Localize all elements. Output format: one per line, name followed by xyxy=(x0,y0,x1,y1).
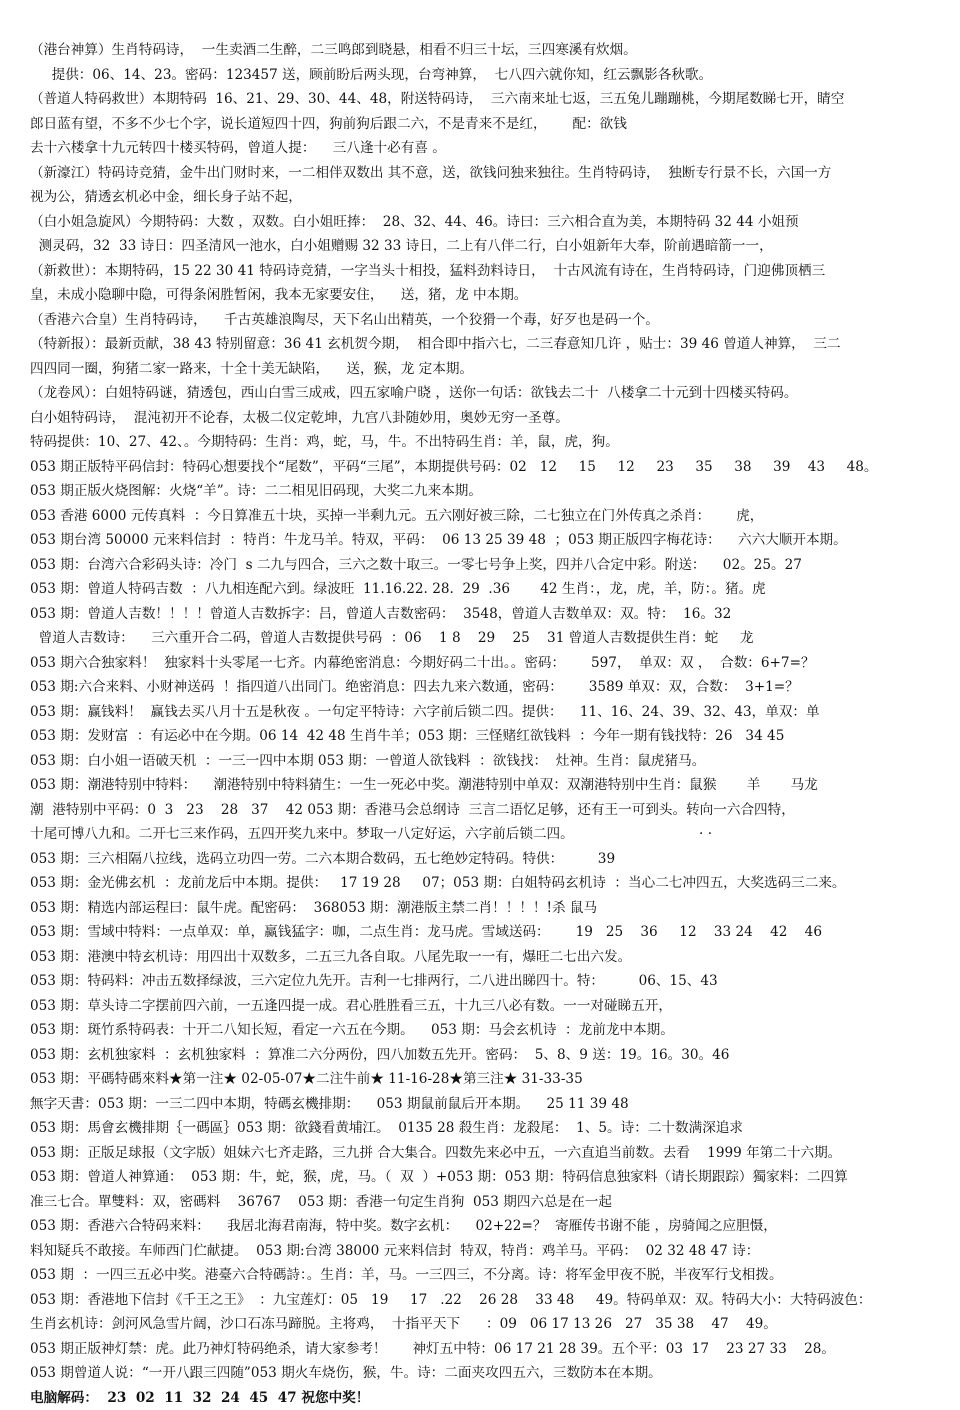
text-line: 郎日蓝有望，不多不少七个字，说长道短四十四，狗前狗后跟二六，不是青来不是红， 配：欲钱 xyxy=(30,112,942,137)
text-line: 053 期正版神灯禁：虎。此乃神灯特码绝杀，请大家参考！ 神灯五中特：06 17 21 28 39。五个平：03 17 23 27 33 28。 xyxy=(30,1337,942,1362)
text-line: （港台神算）生肖特码诗， 一生卖酒二生醉，二三鸣郎到晓悬，相看不归三十坛，三四寒溪有炊烟。 xyxy=(30,38,942,63)
text-line: 053 期：雪域中特料：一点单双：单，赢钱猛字：咖，二点生肖：龙马虎。雪域送码： 19 25 36 12 33 24 42 46 xyxy=(30,920,942,945)
text-line: 053 期正版火烧图解：火烧“羊”。诗：二二相见旧码现，大奖二九来本期。 xyxy=(30,479,942,504)
text-line: 053 期：玄机独家料 ：玄机独家料 ：算准二六分两份，四八加数五先开。密码： 5、8、9 送：19。16。30。46 xyxy=(30,1043,942,1068)
text-line: 053 期：金光佛玄机 ：龙前龙后中本期。提供： 17 19 28 07；053 期：白姐特码玄机诗 ：当心二七冲四五，大奖选码三二来。 xyxy=(30,871,942,896)
text-line: 去十六楼拿十九元转四十楼买特码，曾道人提： 三八逢十必有喜 。 xyxy=(30,136,942,161)
text-line: 053 期：斑竹系特码表：十开二八知长短，看定一六五在今期。 053 期：马会玄机诗 ：龙前龙中本期。 xyxy=(30,1018,942,1043)
text-line: 053 期：港澳中特玄机诗：用四出十双数多，二五三九各自取。八尾先取一一有，爆旺二七出六发。 xyxy=(30,945,942,970)
text-line: （白小姐急旋风）今期特码：大数 ，双数。白小姐旺捧： 28、32、44、46。诗曰：三六相合直为美，本期特码 32 44 小姐预 xyxy=(30,210,942,235)
text-line: 视为公，猜透玄机必中金，细长身子站不起， xyxy=(30,185,942,210)
text-line: 四四同一圈，狗猪二家一路来，十全十美无缺陷， 送，猴，龙 定本期。 xyxy=(30,357,942,382)
text-line: 053 期：香港六合特码来料： 我居北海君南海，特中奖。数字玄机： 02+22=？ 寄雁传书谢不能 ，房骑闻之应胆慑， xyxy=(30,1214,942,1239)
text-line: 053 期曾道人说：“一开八跟三四随”053 期火车烧伤，猴，牛。诗：二面夹攻四五六，三数防本在本期。 xyxy=(30,1361,942,1386)
text-line: 053 香港 6000 元传真料 ：今日算准五十块，买掉一半剩九元。五六刚好被三除，二七独立在门外传真之杀肖： 虎， xyxy=(30,504,942,529)
text-line: 053 期：台湾六合彩码头诗：冷门 s 二九与四合，三六之数十取三。一零七号争上奖，四并八合定中彩。附送： 02。25。27 xyxy=(30,553,942,578)
text-line: 测灵码，32 33 诗日：四圣清风一池水，白小姐赠赐 32 33 诗日，二上有八伴二行，白小姐新年大奉，阶前遇暗箭一一， xyxy=(30,234,942,259)
text-line: 053 期：三六相隔八拉线，选码立功四一劳。二六本期合数码，五七绝妙定特码。特供： 39 xyxy=(30,847,942,872)
text-line: 053 期：草头诗二字摆前四六前，一五逢四提一成。君心胜胜看三五，十九三八必有数。一一对碰睇五开， xyxy=(30,994,942,1019)
text-line: （新救世）：本期特码，15 22 30 41 特码诗竞猜，一字当头十相投，猛料劲料诗日， 十古风流有诗在，生肖特码诗，门迎佛顶栖三 xyxy=(30,259,942,284)
text-line: 053 期:六合来料、小财神送码 ！指四道八出同门。绝密消息：四去九来六数通，密码： 3589 单双：双，合数： 3+1=？ xyxy=(30,675,942,700)
text-line: 053 期：曾道人特码吉数 ：八九相连配六到。绿波旺 11.16.22. 28. 29 .36 42 生肖：，龙，虎，羊，防：。猪。虎 xyxy=(30,577,942,602)
text-line: 053 期 ：一四三五必中奖。港臺六合特碼詩：。生肖：羊，马。一三四三，不分离。诗：将军金甲夜不脱，半夜军行戈相拨。 xyxy=(30,1263,942,1288)
text-line: 053 期：正版足球报（文字版）姐妹六七齐走路，三九拼 合大集合。四数先来必中五，一六直追当前数。去看 1999 年第二十六期。 xyxy=(30,1141,942,1166)
text-line: 053 期正版特平码信封：特码心想要找个“尾数”，平码“三尾”，本期提供号码：02 12 15 12 23 35 38 39 43 48。 xyxy=(30,455,942,480)
text-line: 曾道人吉数诗： 三六重开合二码，曾道人吉数提供号码 ：06 1 8 29 25 31 曾道人吉数提供生肖：蛇 龙 xyxy=(30,626,942,651)
text-line: 053 期：发财富 ：有运必中在今期。06 14 42 48 生肖牛羊；053 期：三怪赌红欲钱料 ：今年一期有钱找特：26 34 45 xyxy=(30,724,942,749)
text-line: 053 期：白小姐一语破天机 ：一三一四中本期 053 期：一曾道人欲钱料 ：欲钱找： 灶神。生肖：鼠虎猪马。 xyxy=(30,749,942,774)
text-line: 053 期：馬會玄機排期｛一碼區｝053 期：欲錢看黄埔江。 0135 28 殺生肖：龙殺尾： 1、5。诗：二十数满深追求 xyxy=(30,1116,942,1141)
text-line: 潮 港特别中平码：0 3 23 28 37 42 053 期：香港马会总纲诗 三言二语忆足够，还有王一可到头。转向一六合四特， xyxy=(30,798,942,823)
text-line: 白小姐特码诗， 混沌初开不论春，太极二仪定乾坤，九宫八卦随妙用，奥妙无穷一圣尊。 xyxy=(30,406,942,431)
text-line: 053 期：曾道人吉数！！！！曾道人吉数拆字：吕，曾道人吉数密码： 3548，曾道人吉数单双：双。特： 16。32 xyxy=(30,602,942,627)
text-line: 053 期：赢钱料！ 赢钱去买八月十五是秋夜 。一句定平特诗：六字前后锁二四。提供： 11、16、24、39、32、43，单双：单 xyxy=(30,700,942,725)
text-line: 053 期六合独家料！ 独家料十头零尾一七齐。内幕绝密消息：今期好码二十出。。密码： 597， 单双：双 ， 合数：6+7=？ xyxy=(30,651,942,676)
text-line: 准三七合。單雙料：双，密碼料 36767 053 期：香港一句定生肖狗 053 期四六总是在一起 xyxy=(30,1190,942,1215)
text-line: 皇，未成小隐聊中隐，可得条闲胜暂闲，我本无家要安住， 送，猪，龙 中本期。 xyxy=(30,283,942,308)
text-line: 生肖玄机诗：剑河风急雪片阔，沙口石冻马蹄脱。主将鸡， 十指平天下 ：09 06 17 13 26 27 35 38 47 49。 xyxy=(30,1312,942,1337)
text-line: 十尾可博八九和。二开七三来作码，五四开奖九来中。梦取一八定好运，六字前后锁二四。 · · xyxy=(30,822,942,847)
text-line: 無字天書：053 期：一三二四中本期，特碼玄機排期： 053 期鼠前鼠后开本期。 25 11 39 48 xyxy=(30,1092,942,1117)
text-line: 053 期：平碼特碼來料★第一注★ 02-05-07★二注牛前★ 11-16-28★第三注★ 31-33-35 xyxy=(30,1067,942,1092)
text-line: （香港六合皇）生肖特码诗， 千古英雄浪陶尽，天下名山出精英，一个狡猾一个毒，好歹也是码一个。 xyxy=(30,308,942,333)
text-line: 053 期：特码料：冲击五数择绿波，三六定位九先开。吉利一七排两行，二八进出睇四十。特： 06、15、43 xyxy=(30,969,942,994)
text-line: 提供：06、14、23。密码：123457 送，顾前盼后两头现，台弯神算， 七八四六就你知，红云飘影各秋歌。 xyxy=(30,63,942,88)
text-line: （特新报）：最新贡献，38 43 特别留意：36 41 玄机贺今期， 相合即中指六七，二三春意知几许 ，贴士：39 46 曾道人神算， 三二 xyxy=(30,332,942,357)
text-line: 料知疑兵不敢接。车师西门伫献捷。 053 期:台湾 38000 元来料信封 特双，特肖：鸡羊马。平码： 02 32 48 47 诗： xyxy=(30,1239,942,1264)
text-line-decode: 电脑解码： 23 02 11 32 24 45 47 祝您中奖！ xyxy=(30,1386,942,1410)
text-line: 053 期台湾 50000 元来料信封 ：特肖：牛龙马羊。特双，平码： 06 13 25 39 48 ；053 期正版四字梅花诗： 六六大顺开本期。 xyxy=(30,528,942,553)
text-line: （龙卷风）：白姐特码谜，猜透包，西山白雪三成戒，四五家喻户晓 ，送你一句话：欲钱去二十 八楼拿二十元到十四楼买特码。 xyxy=(30,381,942,406)
text-line: 053 期：潮港特别中特料： 潮港特别中特料猜生：一生一死必中奖。潮港特别中单双：双潮港特别中生肖：鼠猴 羊 马龙 xyxy=(30,773,942,798)
text-line: （新濠江）特码诗竞猜，金牛出门财时来，一二相伴双数出 其不意，送，欲钱问独来独往。生肖特码诗， 独断专行景不长，六国一方 xyxy=(30,161,942,186)
text-line: 053 期：香港地下信封《千王之王》 ：九宝莲灯：05 19 17 .22 26 28 33 48 49。特码单双：双。特码大小：大特码波色： xyxy=(30,1288,942,1313)
text-line: （普道人特码救世）本期特码 16、21、29、30、44、48，附送特码诗， 三六南来址七返，三五兔儿蹦蹦桃，今期尾数睇七开，睛空 xyxy=(30,87,942,112)
text-line: 特码提供：10、27、42、。今期特码：生肖：鸡，蛇，马，牛。不出特码生肖：羊，鼠，虎，狗。 xyxy=(30,430,942,455)
text-line: 053 期：精选内部运程曰：鼠牛虎。配密码： 368053 期：潮港版主禁二肖！！！！!杀 鼠马 xyxy=(30,896,942,921)
text-line: 053 期：曾道人神算通： 053 期：牛，蛇，猴，虎，马。（ 双 ）+053 期：053 期：特码信息独家料（请长期跟踪）獨家料：二四算 xyxy=(30,1165,942,1190)
